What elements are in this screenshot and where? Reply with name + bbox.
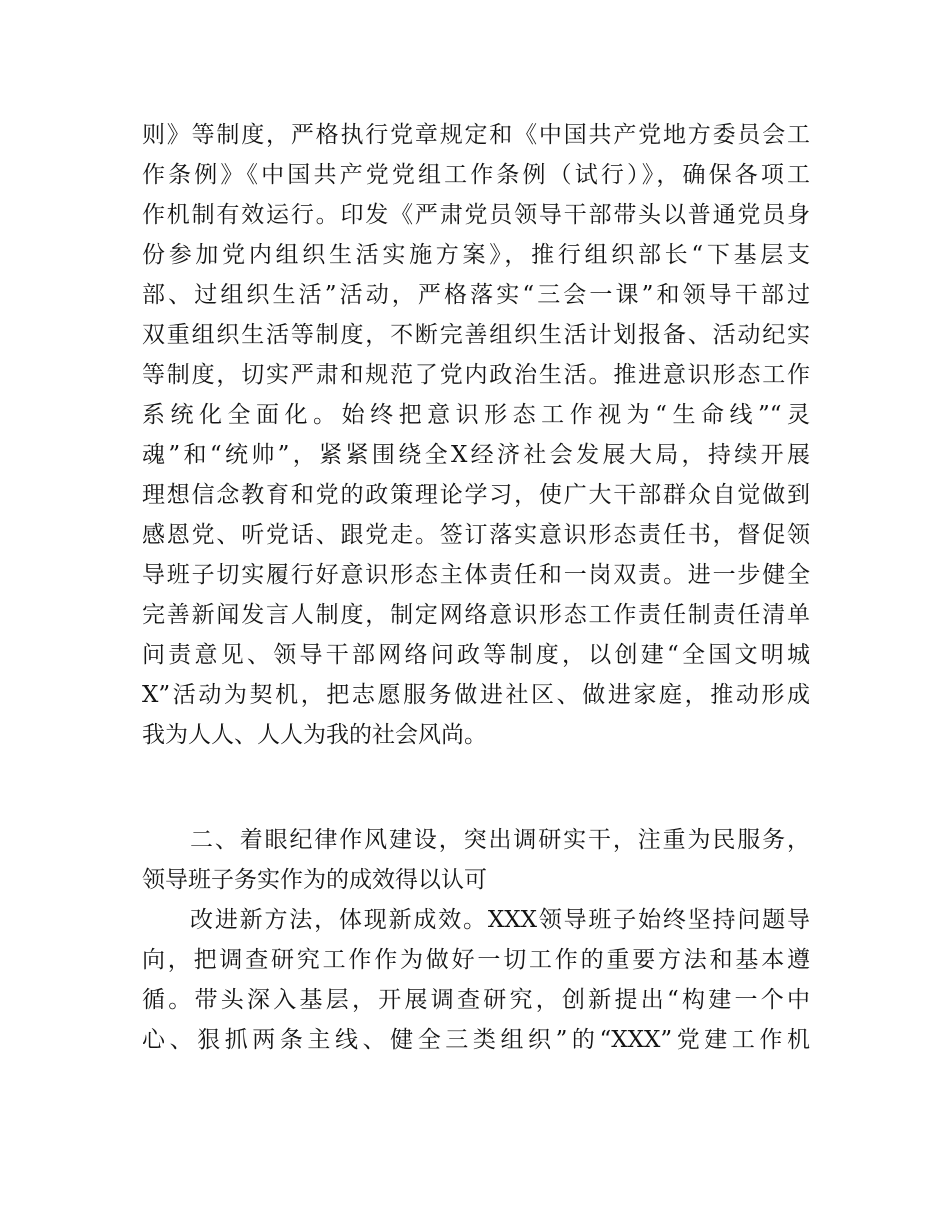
text-line: 作条例》《中国共产党党组工作条例（试行）》，确保各项工 [142, 162, 810, 188]
text-line: 我为人人、人人为我的社会风尚。 [142, 722, 487, 748]
text-line: 理想信念教育和党的政策理论学习，使广大干部群众自觉做到 [142, 482, 810, 508]
text-line: 作机制有效运行。印发《严肃党员领导干部带头以普通党员身 [142, 202, 810, 228]
text-line: 双重组织生活等制度，不断完善组织生活计划报备、活动纪实 [142, 322, 810, 348]
heading-line: 领导班子务实作为的成效得以认可 [142, 867, 487, 893]
text-line: 魂”和“统帅”，紧紧围绕全X经济社会发展大局，持续开展 [142, 442, 810, 468]
text-line: 份参加党内组织生活实施方案》，推行组织部长“下基层支 [142, 242, 810, 268]
text-line: 感恩党、听党话、跟党走。签订落实意识形态责任书，督促领 [142, 522, 810, 548]
text-line: 等制度，切实严肃和规范了党内政治生活。推进意识形态工作 [142, 362, 810, 388]
text-line: 向，把调查研究工作作为做好一切工作的重要方法和基本遵 [142, 947, 810, 973]
paragraph-new-methods [142, 900, 810, 1060]
text-line: 改进新方法，体现新成效。XXX领导班子始终坚持问题导 [190, 907, 810, 933]
text-line: 部、过组织生活”活动，严格落实“三会一课”和领导干部过 [142, 282, 810, 308]
text-line: X”活动为契机，把志愿服务做进社区、做进家庭，推动形成 [142, 682, 810, 708]
heading-line: 二、着眼纪律作风建设，突出调研实干，注重为民服务， [190, 827, 810, 853]
text-line: 则》等制度，严格执行党章规定和《中国共产党地方委员会工 [142, 122, 810, 148]
text-line: 问责意见、领导干部网络问政等制度，以创建“全国文明城 [142, 642, 810, 668]
text-line: 循。带头深入基层，开展调查研究，创新提出“构建一个中 [142, 987, 810, 1013]
text-line: 完善新闻发言人制度，制定网络意识形态工作责任制责任清单 [142, 602, 810, 628]
text-line: 导班子切实履行好意识形态主体责任和一岗双责。进一步健全 [142, 562, 810, 588]
text-line: 系统化全面化。始终把意识形态工作视为“生命线”“灵 [142, 402, 810, 428]
section-heading [142, 820, 810, 900]
text-line: 心、狠抓两条主线、健全三类组织”的“XXX”党建工作机 [142, 1027, 810, 1053]
paragraph-party-life [142, 115, 810, 755]
